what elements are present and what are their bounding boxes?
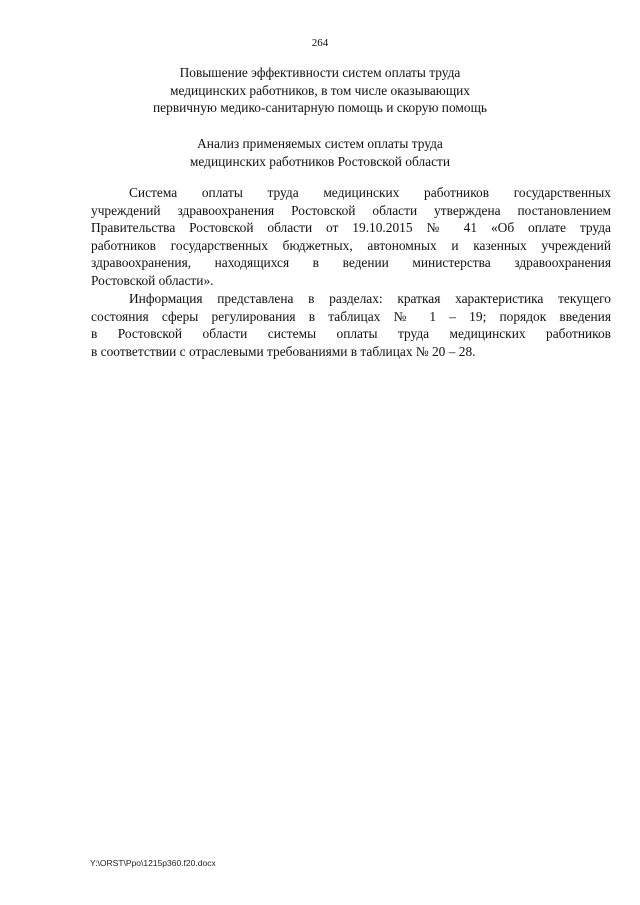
title-line: первичную медико-санитарную помощь и скорую помощь	[153, 100, 487, 115]
paragraph-line: состояния сферы регулирования в таблицах № 1 – 19; порядок введения	[91, 308, 611, 324]
subtitle-line: Анализ применяемых систем оплаты труда	[197, 136, 443, 151]
paragraph-line: в Ростовской области системы оплаты труда медицинских работников	[91, 326, 611, 342]
paragraph-line: работников государственных бюджетных, автономных и казенных учреждений	[91, 237, 611, 253]
paragraph-line: Ростовской области».	[91, 272, 214, 288]
paragraph-line: в соответствии с отраслевыми требованиями в таблицах № 20 – 28.	[91, 343, 476, 359]
paragraph-line: учреждений здравоохранения Ростовской области утверждена постановлением	[91, 202, 611, 218]
paragraph-line: Правительства Ростовской области от 19.10.2015 № 41 «Об оплате труда	[91, 220, 611, 236]
section-subtitle	[0, 135, 640, 170]
footer-file-path: Y:\ORST\Ppo\1215p360.f20.docx	[90, 858, 216, 868]
paragraph-line: Система оплаты труда медицинских работников государственных	[129, 185, 611, 200]
title-line: медицинских работников, в том числе оказывающих	[170, 82, 470, 98]
paragraph-line: Информация представлена в разделах: краткая характеристика текущего	[129, 291, 611, 306]
title-line: Повышение эффективности систем оплаты труда	[179, 65, 461, 80]
page-number: 264	[311, 37, 329, 49]
paragraph-line: здравоохранения, находящихся в ведении министерства здравоохранения	[91, 255, 611, 271]
document-title	[0, 64, 640, 117]
subtitle-line: медицинских работников Ростовской области	[189, 153, 451, 169]
paragraph-legal-basis	[91, 184, 611, 290]
paragraph-information-sections	[91, 290, 611, 360]
